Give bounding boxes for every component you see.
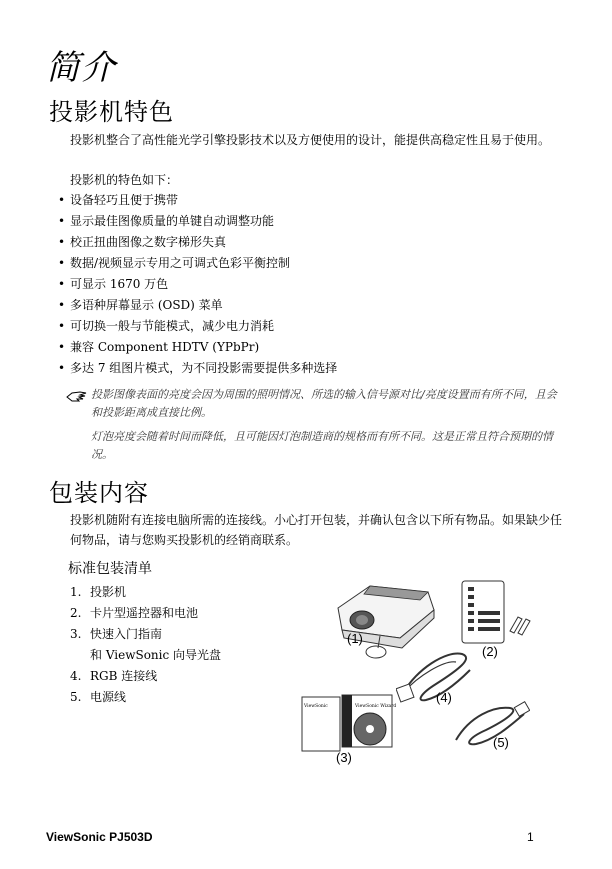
list-item: • 多达 7 组图片模式，为不同投影需要提供多种选择 xyxy=(58,361,338,375)
figure-label-4: (4) xyxy=(436,690,452,705)
section-heading-features: 投影机特色 xyxy=(49,98,174,126)
feature-list xyxy=(58,190,337,379)
list-item: • 校正扭曲图像之数字梯形失真 xyxy=(58,235,227,249)
section-heading-package: 包装内容 xyxy=(49,479,149,507)
cd-title-text: ViewSonic Wizard xyxy=(355,704,396,709)
list-item: • 设备轻巧且便于携带 xyxy=(58,193,179,207)
list-item: 和 ViewSonic 向导光盘 xyxy=(90,648,222,662)
package-list xyxy=(70,582,221,708)
list-item: • 数据/视频显示专用之可调式色彩平衡控制 xyxy=(58,256,291,270)
guide-brand-text: ViewSonic xyxy=(304,704,328,709)
list-item: 1. 投影机 xyxy=(70,585,127,599)
remote-illustration xyxy=(460,579,532,649)
list-item: 5. 电源线 xyxy=(70,690,127,704)
list-item: • 显示最佳图像质量的单键自动调整功能 xyxy=(58,214,275,228)
list-item: 3. 快速入门指南 xyxy=(70,627,163,641)
features-lead: 投影机的特色如下： xyxy=(70,173,179,187)
page-title: 简介 xyxy=(46,48,116,88)
package-intro: 投影机随附有连接电脑所需的连接线。小心打开包装，并确认包含以下所有物品。如果缺少任何物品，请与您购买投影机的经销商联系。 xyxy=(70,513,563,547)
list-item: • 可显示 1670 万色 xyxy=(58,277,169,291)
list-item: • 兼容 Component HDTV (YPbPr) xyxy=(58,340,260,354)
note-lamp: 灯泡亮度会随着时间而降低，且可能因灯泡制造商的规格而有所不同。这是正常且符合预期的情况。 xyxy=(91,430,553,461)
figure-label-2: (2) xyxy=(482,644,498,659)
list-item: 2. 卡片型遥控器和电池 xyxy=(70,606,199,620)
list-item: 4. RGB 连接线 xyxy=(70,669,158,683)
package-list-title: 标准包装清单 xyxy=(68,561,152,577)
list-item: • 可切换一般与节能模式，减少电力消耗 xyxy=(58,319,275,333)
figure-label-3: (3) xyxy=(336,750,352,765)
note-hand-icon xyxy=(66,389,88,403)
note-brightness: 投影图像表面的亮度会因为周围的照明情况、所选的输入信号源对比/亮度设置而有所不同，且会和投影距离成直接比例。 xyxy=(91,388,557,419)
list-item: • 多语种屏幕显示 (OSD) 菜单 xyxy=(58,298,223,312)
footer-model: ViewSonic PJ503D xyxy=(46,830,153,844)
figure-label-1: (1) xyxy=(347,631,363,646)
features-intro: 投影机整合了高性能光学引擎投影技术以及方便使用的设计，能提供高稳定性且易于使用。 xyxy=(70,133,551,147)
figure-label-5: (5) xyxy=(493,735,509,750)
power-cord-illustration xyxy=(450,696,530,752)
footer-page-number: 1 xyxy=(527,830,534,844)
guide-cd-illustration xyxy=(300,693,396,753)
